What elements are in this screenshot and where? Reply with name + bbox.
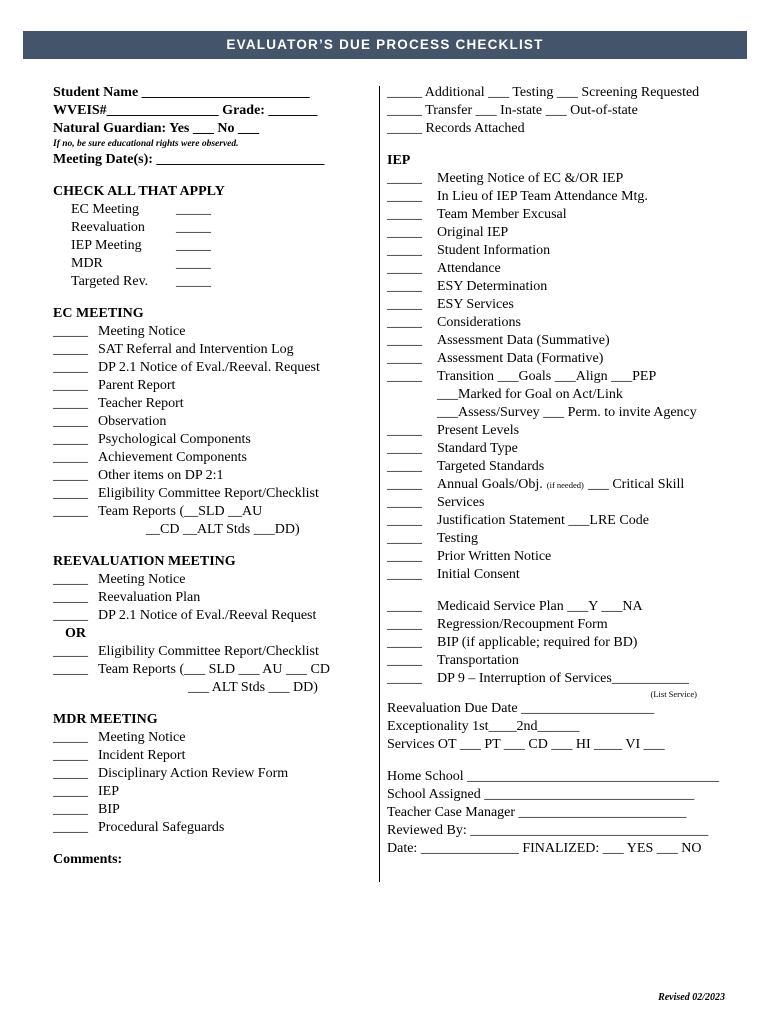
iep-item[interactable] xyxy=(387,170,757,188)
iep-item[interactable] xyxy=(387,296,757,314)
iep-title: IEP xyxy=(387,153,411,168)
checkbox-blank[interactable]: _____ xyxy=(53,644,88,659)
column-divider xyxy=(379,86,380,882)
if-needed-note: (if needed) xyxy=(546,480,584,490)
mdr-meeting-item[interactable] xyxy=(53,801,373,819)
ec-meeting-item-label: Observation xyxy=(98,414,167,429)
iep-item-label: Testing xyxy=(437,531,479,546)
transition-sub-list xyxy=(387,386,757,422)
iep-list-3 xyxy=(387,494,757,584)
checkbox-blank[interactable]: _____ xyxy=(387,315,422,330)
checkbox-blank[interactable]: _____ xyxy=(387,441,422,456)
iep-item-label: Attendance xyxy=(437,261,501,276)
check-all-item[interactable] xyxy=(53,273,373,291)
ec-meeting-item[interactable] xyxy=(53,359,373,377)
iep-item-label: ESY Services xyxy=(437,297,514,312)
iep-item[interactable] xyxy=(387,458,757,476)
iep-list xyxy=(387,170,757,386)
guardian-note: If no, be sure educational rights were observed. xyxy=(53,139,239,149)
iep-list-2 xyxy=(387,422,757,476)
checkbox-blank[interactable]: _____ xyxy=(387,261,422,276)
checkbox-blank[interactable]: _____ xyxy=(387,513,422,528)
ec-meeting-item-label: Eligibility Committee Report/Checklist xyxy=(98,486,319,501)
mdr-meeting-item[interactable] xyxy=(53,819,373,837)
ec-team-reports-cont: __CD __ALT Stds ___DD) xyxy=(146,522,300,537)
checkbox-blank[interactable]: _____ xyxy=(53,784,88,799)
mdr-meeting-item[interactable] xyxy=(53,729,373,747)
iep-item-label: Original IEP xyxy=(437,225,509,240)
wveis-grade-field[interactable]: WVEIS#________________ Grade: _______ xyxy=(53,103,318,118)
ec-meeting-item[interactable] xyxy=(53,395,373,413)
iep-item-label: Standard Type xyxy=(437,441,518,456)
check-all-item[interactable] xyxy=(53,201,373,219)
checkbox-blank[interactable]: _____ xyxy=(176,220,211,235)
left-column xyxy=(53,84,373,869)
checkbox-blank[interactable]: _____ xyxy=(53,730,88,745)
iep-item-label: Assessment Data (Formative) xyxy=(437,351,604,366)
meeting-dates-field[interactable]: Meeting Date(s): ________________________ xyxy=(53,152,325,167)
referral-type-lines xyxy=(387,84,757,138)
checkbox-blank[interactable]: _____ xyxy=(387,567,422,582)
iep-item[interactable] xyxy=(387,548,757,566)
ec-meeting-list xyxy=(53,323,373,521)
checkbox-blank[interactable]: _____ xyxy=(387,189,422,204)
ec-meeting-item[interactable] xyxy=(53,467,373,485)
checkbox-blank[interactable]: _____ xyxy=(53,820,88,835)
ec-meeting-title: EC MEETING xyxy=(53,306,144,321)
checkbox-blank[interactable]: _____ xyxy=(53,396,88,411)
iep-item-label: Targeted Standards xyxy=(437,459,545,474)
annual-goals-label: Annual Goals/Obj. xyxy=(437,477,543,492)
checkbox-blank[interactable]: _____ xyxy=(387,297,422,312)
iep-item[interactable] xyxy=(387,634,757,652)
checkbox-blank[interactable]: _____ xyxy=(53,766,88,781)
checkbox-blank[interactable]: _____ xyxy=(387,653,422,668)
checkbox-blank[interactable]: _____ xyxy=(387,225,422,240)
reeval-meeting-item-label: Meeting Notice xyxy=(98,572,186,587)
checkbox-blank[interactable]: _____ xyxy=(387,333,422,348)
school-assigned-field[interactable]: School Assigned ______________________________ xyxy=(387,787,695,802)
ec-meeting-item[interactable] xyxy=(53,377,373,395)
reviewed-by-field[interactable]: Reviewed By: __________________________________ xyxy=(387,823,709,838)
iep-item[interactable] xyxy=(387,440,757,458)
reeval-meeting-item-label: Team Reports (___ SLD ___ AU ___ CD xyxy=(98,662,330,677)
check-all-title: CHECK ALL THAT APPLY xyxy=(53,184,225,199)
ec-meeting-item-label: Team Reports (__SLD __AU xyxy=(98,504,263,519)
mdr-meeting-list xyxy=(53,729,373,837)
mdr-meeting-item-label: Procedural Safeguards xyxy=(98,820,225,835)
right-column xyxy=(387,84,757,858)
check-all-item-label: IEP Meeting xyxy=(71,238,142,253)
reeval-meeting-item-label: DP 2.1 Notice of Eval./Reeval Request xyxy=(98,608,317,623)
checkbox-blank[interactable]: _____ xyxy=(53,324,88,339)
checkbox-blank[interactable]: _____ xyxy=(387,423,422,438)
reeval-meeting-item-label: Reevaluation Plan xyxy=(98,590,201,605)
reeval-meeting-item[interactable] xyxy=(53,607,373,625)
student-name-field[interactable]: Student Name ________________________ xyxy=(53,85,310,100)
checkbox-blank[interactable]: _____ xyxy=(387,635,422,650)
check-all-item[interactable] xyxy=(53,255,373,273)
check-all-item-label: EC Meeting xyxy=(71,202,140,217)
iep-item[interactable] xyxy=(387,368,757,386)
iep-list-4 xyxy=(387,598,757,688)
checkbox-blank[interactable]: _____ xyxy=(387,459,422,474)
page-title: EVALUATOR’S DUE PROCESS CHECKLIST xyxy=(23,31,747,59)
iep-item-label: DP 9 – Interruption of Services___________ xyxy=(437,671,689,686)
checkbox-blank[interactable]: _____ xyxy=(53,662,88,677)
referral-type-line[interactable]: _____ Transfer ___ In-state ___ Out-of-state xyxy=(387,103,638,118)
iep-item[interactable] xyxy=(387,314,757,332)
checkbox-blank[interactable]: _____ xyxy=(53,802,88,817)
home-school-field[interactable]: Home School ____________________________________ xyxy=(387,769,720,784)
ec-meeting-item-label: Other items on DP 2:1 xyxy=(98,468,224,483)
iep-item[interactable] xyxy=(387,188,757,206)
ec-meeting-item[interactable] xyxy=(53,323,373,341)
mdr-meeting-item-label: BIP xyxy=(98,802,120,817)
checkbox-blank[interactable]: _____ xyxy=(176,274,211,289)
iep-item-label: Medicaid Service Plan ___Y ___NA xyxy=(437,599,643,614)
iep-item-label: Considerations xyxy=(437,315,521,330)
checkbox-blank[interactable]: _____ xyxy=(53,608,88,623)
checkbox-blank[interactable]: _____ xyxy=(53,748,88,763)
iep-item[interactable] xyxy=(387,494,757,512)
checkbox-blank[interactable]: _____ xyxy=(387,477,422,492)
reeval-meeting-item[interactable] xyxy=(53,571,373,589)
reeval-meeting-item[interactable] xyxy=(53,661,373,679)
mdr-meeting-item-label: IEP xyxy=(98,784,119,799)
iep-item-label: Meeting Notice of EC &/OR IEP xyxy=(437,171,624,186)
checkbox-blank[interactable]: _____ xyxy=(387,279,422,294)
iep-item[interactable] xyxy=(387,670,757,688)
checkbox-blank[interactable]: _____ xyxy=(387,351,422,366)
iep-item[interactable] xyxy=(387,260,757,278)
checkbox-blank[interactable]: _____ xyxy=(387,207,422,222)
checkbox-blank[interactable]: _____ xyxy=(387,171,422,186)
checkbox-blank[interactable]: _____ xyxy=(387,599,422,614)
check-all-item-label: MDR xyxy=(71,256,103,271)
iep-item-label: BIP (if applicable; required for BD) xyxy=(437,635,638,650)
iep-item-label: Prior Written Notice xyxy=(437,549,552,564)
date-finalized-field[interactable]: Date: ______________ FINALIZED: ___ YES ___ NO xyxy=(387,841,702,856)
checkbox-blank[interactable]: _____ xyxy=(176,238,211,253)
exceptionality-field[interactable]: Exceptionality 1st____2nd______ xyxy=(387,719,580,734)
checkbox-blank[interactable]: _____ xyxy=(53,486,88,501)
annual-goals-row[interactable] xyxy=(387,476,757,494)
iep-item-label: Services xyxy=(437,495,485,510)
checkbox-blank[interactable]: _____ xyxy=(53,468,88,483)
ec-meeting-item-label: Parent Report xyxy=(98,378,176,393)
services-field[interactable]: Services OT ___ PT ___ CD ___ HI ____ VI ___ xyxy=(387,737,665,752)
checkbox-blank[interactable]: _____ xyxy=(53,504,88,519)
checkbox-blank[interactable]: _____ xyxy=(387,369,422,384)
ec-meeting-item-label: Meeting Notice xyxy=(98,324,186,339)
check-all-item[interactable] xyxy=(53,237,373,255)
checkbox-blank[interactable]: _____ xyxy=(176,202,211,217)
checkbox-blank[interactable]: _____ xyxy=(387,549,422,564)
iep-item-label: Present Levels xyxy=(437,423,520,438)
or-label: OR xyxy=(65,626,86,641)
reeval-meeting-item-label: Eligibility Committee Report/Checklist xyxy=(98,644,319,659)
critical-skill-label: ___ Critical Skill xyxy=(587,477,685,492)
iep-item[interactable] xyxy=(387,242,757,260)
checkbox-blank[interactable]: _____ xyxy=(53,432,88,447)
reeval-due-date-field[interactable]: Reevaluation Due Date ___________________ xyxy=(387,701,655,716)
checkbox-blank[interactable]: _____ xyxy=(53,572,88,587)
ec-meeting-item[interactable] xyxy=(53,485,373,503)
mdr-meeting-item[interactable] xyxy=(53,783,373,801)
iep-item-label: Initial Consent xyxy=(437,567,520,582)
reeval-meeting-item[interactable] xyxy=(53,589,373,607)
ec-meeting-item[interactable] xyxy=(53,503,373,521)
iep-item[interactable] xyxy=(387,224,757,242)
check-all-list xyxy=(53,201,373,291)
check-all-item-label: Reevaluation xyxy=(71,220,145,235)
checkbox-blank[interactable]: _____ xyxy=(387,671,422,686)
iep-item-label: Justification Statement ___LRE Code xyxy=(437,513,649,528)
iep-item[interactable] xyxy=(387,530,757,548)
checkbox-blank[interactable]: _____ xyxy=(387,495,422,510)
reeval-meeting-title: REEVALUATION MEETING xyxy=(53,554,236,569)
checkbox-blank[interactable]: _____ xyxy=(53,450,88,465)
referral-type-line[interactable]: _____ Additional ___ Testing ___ Screening Requested xyxy=(387,85,700,100)
iep-item[interactable] xyxy=(387,652,757,670)
ec-meeting-item[interactable] xyxy=(53,413,373,431)
checkbox-blank[interactable]: _____ xyxy=(387,617,422,632)
checkbox-blank[interactable]: _____ xyxy=(53,342,88,357)
reeval-meeting-list xyxy=(53,571,373,625)
iep-item-label: In Lieu of IEP Team Attendance Mtg. xyxy=(437,189,648,204)
iep-item[interactable] xyxy=(387,206,757,224)
ec-meeting-item[interactable] xyxy=(53,449,373,467)
mdr-meeting-item-label: Meeting Notice xyxy=(98,730,186,745)
revised-date: Revised 02/2023 xyxy=(658,992,725,1003)
checkbox-blank[interactable]: _____ xyxy=(387,243,422,258)
mdr-meeting-item-label: Disciplinary Action Review Form xyxy=(98,766,289,781)
ec-meeting-item-label: Achievement Components xyxy=(98,450,247,465)
mdr-meeting-item[interactable] xyxy=(53,765,373,783)
iep-item[interactable] xyxy=(387,616,757,634)
iep-item[interactable] xyxy=(387,350,757,368)
mdr-meeting-item[interactable] xyxy=(53,747,373,765)
iep-item[interactable] xyxy=(387,332,757,350)
iep-item[interactable] xyxy=(387,598,757,616)
mdr-meeting-title: MDR MEETING xyxy=(53,712,158,727)
ec-meeting-item[interactable] xyxy=(53,341,373,359)
iep-item[interactable] xyxy=(387,512,757,530)
iep-item-label: Transportation xyxy=(437,653,519,668)
mdr-meeting-item-label: Incident Report xyxy=(98,748,186,763)
transition-sub-item[interactable]: ___Marked for Goal on Act/Link xyxy=(437,387,623,402)
checkbox-blank[interactable]: _____ xyxy=(53,590,88,605)
reeval-meeting-item[interactable] xyxy=(53,643,373,661)
ec-meeting-item-label: DP 2.1 Notice of Eval./Reeval. Request xyxy=(98,360,320,375)
transition-sub-item[interactable]: ___Assess/Survey ___ Perm. to invite Agency xyxy=(437,405,697,420)
referral-type-line[interactable]: _____ Records Attached xyxy=(387,121,525,136)
iep-item-label: Transition ___Goals ___Align ___PEP xyxy=(437,369,657,384)
check-all-item-label: Targeted Rev. xyxy=(71,274,149,289)
ec-meeting-item[interactable] xyxy=(53,431,373,449)
ec-meeting-item-label: SAT Referral and Intervention Log xyxy=(98,342,294,357)
iep-item[interactable] xyxy=(387,278,757,296)
list-service-note: (List Service) xyxy=(650,689,697,699)
check-all-item[interactable] xyxy=(53,219,373,237)
checkbox-blank[interactable]: _____ xyxy=(176,256,211,271)
reeval-team-reports-cont: ___ ALT Stds ___ DD) xyxy=(188,680,318,695)
checkbox-blank[interactable]: _____ xyxy=(53,360,88,375)
checkbox-blank[interactable]: _____ xyxy=(53,378,88,393)
checkbox-blank[interactable]: _____ xyxy=(387,531,422,546)
reeval-meeting-list-2 xyxy=(53,643,373,679)
iep-item-label: Student Information xyxy=(437,243,551,258)
iep-item[interactable] xyxy=(387,422,757,440)
iep-item[interactable] xyxy=(387,566,757,584)
comments-label: Comments: xyxy=(53,852,123,867)
teacher-case-manager-field[interactable]: Teacher Case Manager ________________________ xyxy=(387,805,687,820)
iep-item-label: Team Member Excusal xyxy=(437,207,567,222)
checkbox-blank[interactable]: _____ xyxy=(53,414,88,429)
natural-guardian-field[interactable]: Natural Guardian: Yes ___ No ___ xyxy=(53,121,259,136)
iep-item-label: Regression/Recoupment Form xyxy=(437,617,608,632)
iep-item-label: ESY Determination xyxy=(437,279,548,294)
ec-meeting-item-label: Psychological Components xyxy=(98,432,251,447)
ec-meeting-item-label: Teacher Report xyxy=(98,396,184,411)
iep-item-label: Assessment Data (Summative) xyxy=(437,333,610,348)
